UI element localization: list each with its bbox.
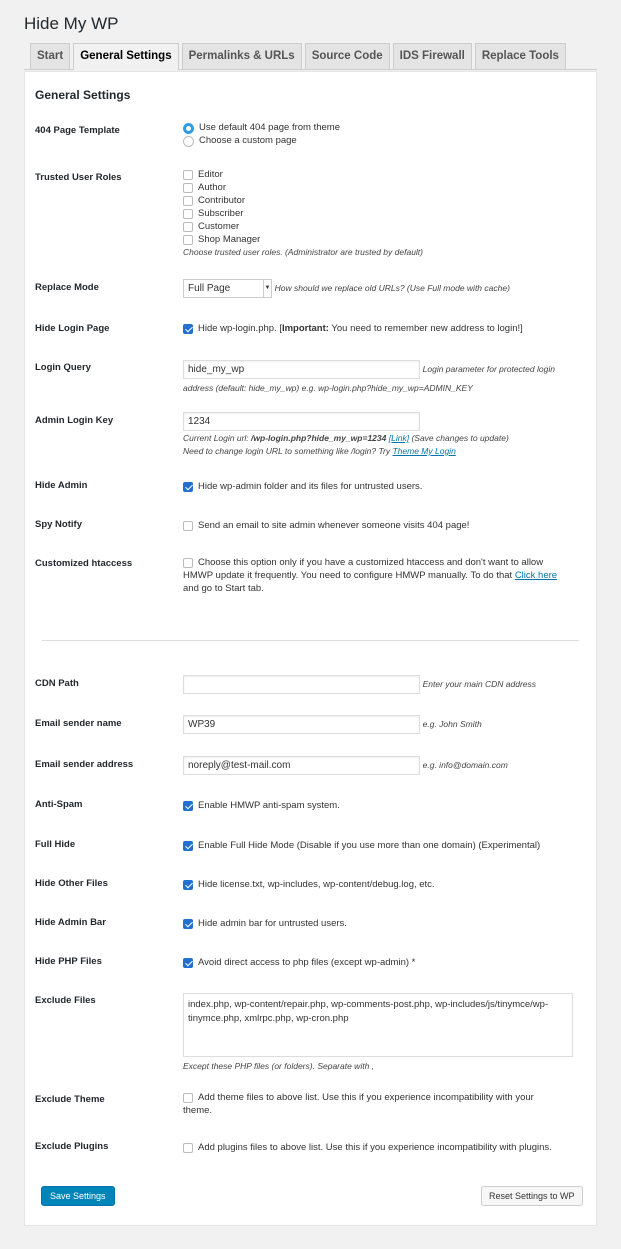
hide-login-checkbox[interactable]: Hide wp-login.php. [Important: You need to remember new address to login!] [183, 322, 593, 335]
click-here-link[interactable]: Click here [514, 570, 558, 581]
checkbox[interactable] [183, 558, 193, 568]
chevron-down-icon: ▼ [263, 280, 271, 297]
label-404: 404 Page Template [35, 125, 120, 136]
role-author[interactable]: Author [183, 181, 593, 194]
role-customer[interactable]: Customer [183, 220, 593, 233]
radio-icon[interactable] [183, 136, 194, 147]
exclude-plugins-checkbox[interactable]: Add plugins files to above list. Use this if you experience incompatibility with plugins. [183, 1141, 593, 1154]
radio-default-404[interactable]: Use default 404 page from theme [183, 121, 593, 134]
sender-name-input[interactable] [183, 715, 420, 734]
admin-key-input[interactable] [183, 412, 420, 431]
checkbox[interactable] [183, 235, 193, 245]
checkbox[interactable] [183, 170, 193, 180]
checkbox[interactable] [183, 222, 193, 232]
tab-replace-tools[interactable]: Replace Tools [475, 43, 566, 69]
roles-desc: Choose trusted user roles. (Administrator are trusted by default) [183, 247, 423, 257]
hide-php-checkbox[interactable]: Avoid direct access to php files (except wp-admin) * [183, 956, 593, 969]
label-admin-key: Admin Login Key [35, 415, 114, 426]
label-full-hide: Full Hide [35, 839, 76, 850]
checkbox[interactable] [183, 1143, 193, 1153]
checkbox[interactable] [183, 841, 193, 851]
role-shop-manager[interactable]: Shop Manager [183, 233, 593, 246]
cdn-input[interactable] [183, 675, 420, 694]
radio-custom-page[interactable]: Choose a custom page [183, 134, 593, 147]
label-hide-php: Hide PHP Files [35, 956, 102, 967]
label-exclude-theme: Exclude Theme [35, 1094, 105, 1105]
login-link[interactable]: [Link] [388, 433, 410, 443]
checkbox[interactable] [183, 880, 193, 890]
checkbox[interactable] [183, 209, 193, 219]
tab-permalinks[interactable]: Permalinks & URLs [182, 43, 302, 69]
label-exclude-plugins: Exclude Plugins [35, 1141, 109, 1152]
replace-mode-select[interactable]: Full Page ▼ [183, 279, 272, 298]
label-hide-admin: Hide Admin [35, 480, 88, 491]
anti-spam-checkbox[interactable]: Enable HMWP anti-spam system. [183, 799, 593, 812]
theme-my-login-link[interactable]: Theme My Login [392, 446, 456, 456]
role-contributor[interactable]: Contributor [183, 194, 593, 207]
spy-notify-checkbox[interactable]: Send an email to site admin whenever someone visits 404 page! [183, 519, 593, 532]
tab-source-code[interactable]: Source Code [305, 43, 390, 69]
label-hide-admin-bar: Hide Admin Bar [35, 917, 106, 928]
htaccess-checkbox[interactable]: Choose this option only if you have a customized htaccess and don't want to allow [183, 556, 593, 569]
full-hide-checkbox[interactable]: Enable Full Hide Mode (Disable if you use more than one domain) (Experimental) [183, 839, 593, 852]
label-anti-spam: Anti-Spam [35, 799, 83, 810]
tab-start[interactable]: Start [30, 43, 70, 69]
checkbox[interactable] [183, 183, 193, 193]
login-query-input[interactable] [183, 360, 420, 379]
label-cdn: CDN Path [35, 678, 79, 689]
reset-settings-button[interactable]: Reset Settings to WP [481, 1186, 583, 1206]
label-hide-login: Hide Login Page [35, 323, 110, 334]
role-editor[interactable]: Editor [183, 168, 593, 181]
hide-other-files-checkbox[interactable]: Hide license.txt, wp-includes, wp-content/debug.log, etc. [183, 878, 593, 891]
tab-bar [24, 43, 597, 70]
role-subscriber[interactable]: Subscriber [183, 207, 593, 220]
checkbox[interactable] [183, 482, 193, 492]
label-hide-other-files: Hide Other Files [35, 878, 108, 889]
label-replace-mode: Replace Mode [35, 282, 99, 293]
page-title: Hide My WP [24, 14, 119, 33]
label-roles: Trusted User Roles [35, 172, 122, 183]
exclude-files-textarea[interactable] [183, 993, 573, 1057]
checkbox[interactable] [183, 958, 193, 968]
label-exclude-files: Exclude Files [35, 995, 96, 1006]
sender-address-input[interactable] [183, 756, 420, 775]
hide-admin-checkbox[interactable]: Hide wp-admin folder and its files for untrusted users. [183, 480, 593, 493]
checkbox[interactable] [183, 196, 193, 206]
exclude-theme-checkbox[interactable]: Add theme files to above list. Use this if you experience incompatibility with your [183, 1091, 593, 1104]
section-title: General Settings [35, 88, 131, 102]
label-login-query: Login Query [35, 362, 91, 373]
save-settings-button[interactable]: Save Settings [41, 1186, 115, 1206]
label-sender-address: Email sender address [35, 759, 134, 770]
tab-ids-firewall[interactable]: IDS Firewall [393, 43, 472, 69]
label-sender-name: Email sender name [35, 718, 122, 729]
checkbox[interactable] [183, 324, 193, 334]
checkbox[interactable] [183, 919, 193, 929]
label-htaccess: Customized htaccess [35, 558, 133, 569]
radio-icon[interactable] [183, 123, 194, 134]
divider [42, 640, 579, 641]
checkbox[interactable] [183, 801, 193, 811]
tab-general-settings[interactable]: General Settings [73, 43, 178, 70]
checkbox[interactable] [183, 1093, 193, 1103]
exclude-files-desc: Except these PHP files (or folders). Separate with , [183, 1061, 375, 1071]
label-spy-notify: Spy Notify [35, 519, 82, 530]
checkbox[interactable] [183, 521, 193, 531]
hide-admin-bar-checkbox[interactable]: Hide admin bar for untrusted users. [183, 917, 593, 930]
